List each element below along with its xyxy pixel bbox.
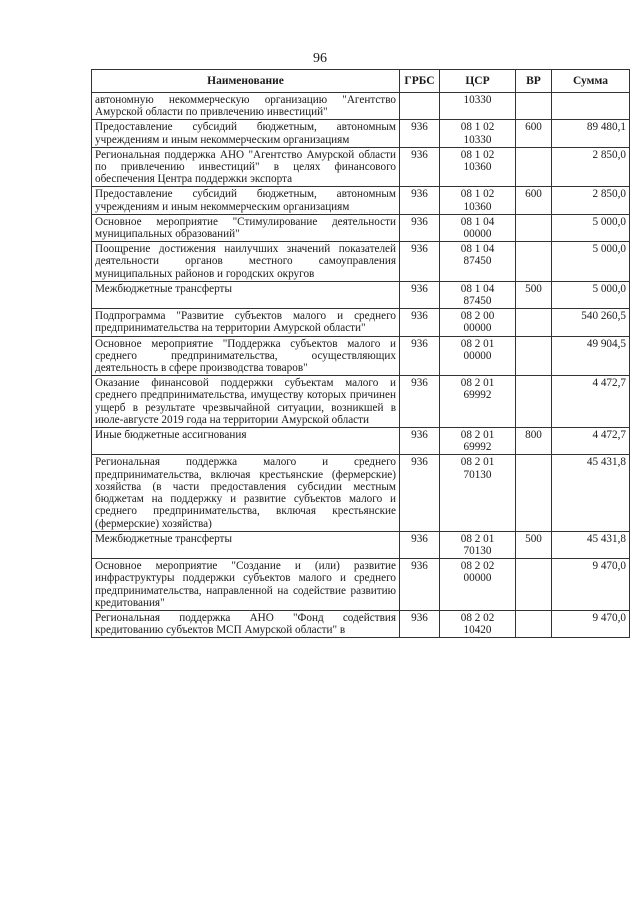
row-csr: [440, 214, 516, 241]
row-csr-line1: 08 1 04: [460, 215, 495, 228]
header-name: Наименование: [92, 70, 400, 93]
row-sum: 45 431,8: [552, 531, 630, 558]
row-grbs: 936: [400, 336, 440, 376]
row-name: Предоставление субсидий бюджетным, автономным учреждениям и иным некоммерческим организациям: [92, 120, 400, 147]
row-sum: 9 470,0: [552, 610, 630, 637]
row-vr: [516, 309, 552, 336]
row-csr-line1: 08 1 02: [460, 148, 495, 161]
row-vr: [516, 214, 552, 241]
row-vr: [516, 242, 552, 282]
row-grbs: [400, 93, 440, 120]
table-row: [92, 428, 630, 455]
row-csr-line1: 08 1 04: [460, 243, 495, 256]
table-row: [92, 214, 630, 241]
budget-table: [91, 69, 630, 638]
row-csr-line1: 08 1 02: [460, 188, 495, 201]
table-row: [92, 281, 630, 308]
row-vr: [516, 147, 552, 187]
row-csr: [440, 428, 516, 455]
row-grbs: 936: [400, 281, 440, 308]
row-csr-line1: 08 2 02: [460, 560, 495, 573]
row-csr: [440, 120, 516, 147]
row-csr: [440, 559, 516, 611]
row-csr: [440, 531, 516, 558]
row-grbs: 936: [400, 187, 440, 214]
row-vr: 600: [516, 187, 552, 214]
row-grbs: 936: [400, 214, 440, 241]
row-name: Оказание финансовой поддержки субъектам малого и среднего предпринимательства, имуществу которых причинен ущерб в результате чрезвычайной ситуации, возникшей в июле-августе 2019 года на территории Амурской области: [92, 376, 400, 428]
row-csr-line2: 10360: [463, 161, 492, 174]
table-row: [92, 531, 630, 558]
row-grbs: 936: [400, 309, 440, 336]
row-vr: 800: [516, 428, 552, 455]
table-row: [92, 559, 630, 611]
row-csr-line2: 69992: [463, 441, 492, 454]
row-vr: [516, 559, 552, 611]
row-name: Основное мероприятие "Создание и (или) развитие инфраструктуры поддержки субъектов малого и среднего предпринимательства, направленной на содействие развитию кредитования": [92, 559, 400, 611]
row-csr: [440, 187, 516, 214]
row-sum: 2 850,0: [552, 147, 630, 187]
row-vr: [516, 336, 552, 376]
row-sum: 540 260,5: [552, 309, 630, 336]
table-row: [92, 147, 630, 187]
row-sum: 5 000,0: [552, 214, 630, 241]
row-csr: [440, 93, 516, 120]
row-csr-line2: 10360: [463, 200, 492, 213]
row-grbs: 936: [400, 428, 440, 455]
row-csr-line2: 00000: [463, 349, 492, 362]
row-sum: 5 000,0: [552, 281, 630, 308]
row-csr-line2: 87450: [463, 295, 492, 308]
row-grbs: 936: [400, 610, 440, 637]
row-vr: [516, 455, 552, 531]
row-csr-line1: 10330: [463, 94, 492, 106]
row-csr-line2: 87450: [463, 255, 492, 268]
row-sum: 5 000,0: [552, 242, 630, 282]
row-name: Подпрограмма "Развитие субъектов малого и среднего предпринимательства на территории Амурской области": [92, 309, 400, 336]
row-vr: 500: [516, 281, 552, 308]
row-csr: [440, 242, 516, 282]
header-grbs: ГРБС: [400, 70, 440, 93]
page-number: 96: [313, 51, 327, 66]
row-csr-line2: 00000: [463, 228, 492, 241]
row-csr-line1: 08 2 01: [460, 377, 495, 390]
row-csr-line1: 08 1 02: [460, 121, 495, 134]
row-grbs: 936: [400, 147, 440, 187]
row-sum: 89 480,1: [552, 120, 630, 147]
table-row: [92, 120, 630, 147]
table-row: [92, 93, 630, 120]
table-row: [92, 455, 630, 531]
row-sum: 49 904,5: [552, 336, 630, 376]
row-vr: [516, 610, 552, 637]
row-name: Региональная поддержка малого и среднего предпринимательства, включая крестьянские (фермерские) хозяйства (в части предоставления субсидии местным бюджетам на поддержку и развитие субъектов малого и среднего предпринимательства, включая крестьянские (фермерские) хозяйства): [92, 455, 400, 531]
table-row: [92, 336, 630, 376]
header-csr: ЦСР: [440, 70, 516, 93]
row-csr: [440, 281, 516, 308]
row-sum: 4 472,7: [552, 376, 630, 428]
row-csr: [440, 376, 516, 428]
row-csr-line2: 00000: [463, 322, 492, 335]
header-vr: ВР: [516, 70, 552, 93]
row-grbs: 936: [400, 455, 440, 531]
row-vr: 600: [516, 120, 552, 147]
row-csr: [440, 610, 516, 637]
row-csr: [440, 147, 516, 187]
row-sum: 4 472,7: [552, 428, 630, 455]
header-row: [92, 70, 630, 93]
table-row: [92, 610, 630, 637]
table-header: [92, 70, 630, 93]
row-csr-line2: 70130: [463, 468, 492, 481]
row-vr: [516, 93, 552, 120]
row-name: Межбюджетные трансферты: [92, 281, 400, 308]
row-sum: 2 850,0: [552, 187, 630, 214]
row-csr-line1: 08 1 04: [460, 282, 495, 295]
row-grbs: 936: [400, 120, 440, 147]
row-vr: [516, 376, 552, 428]
row-csr-line2: 69992: [463, 389, 492, 402]
table-row: [92, 187, 630, 214]
row-name: Основное мероприятие "Поддержка субъектов малого и среднего предпринимательства, осуществляющих деятельность в сфере производства товаров": [92, 336, 400, 376]
row-sum: 9 470,0: [552, 559, 630, 611]
row-sum: 45 431,8: [552, 455, 630, 531]
table-body: [92, 93, 630, 638]
row-name: Региональная поддержка АНО "Агентство Амурской области по привлечению инвестиций" в целях финансового обеспечения Центра поддержки экспорта: [92, 147, 400, 187]
row-csr-line2: 10330: [463, 133, 492, 146]
row-grbs: 936: [400, 376, 440, 428]
row-csr: [440, 336, 516, 376]
row-vr: 500: [516, 531, 552, 558]
row-name: автономную некоммерческую организацию "Агентство Амурской области по привлечению инвестиций": [92, 93, 400, 120]
table-row: [92, 242, 630, 282]
row-csr-line1: 08 2 01: [460, 337, 495, 350]
row-grbs: 936: [400, 531, 440, 558]
row-sum: [552, 93, 630, 120]
row-name: Основное мероприятие "Стимулирование деятельности муниципальных образований": [92, 214, 400, 241]
table-row: [92, 376, 630, 428]
row-csr: [440, 455, 516, 531]
row-csr-line1: 08 2 00: [460, 310, 495, 323]
row-csr-line2: 00000: [463, 572, 492, 585]
row-grbs: 936: [400, 242, 440, 282]
row-csr: [440, 309, 516, 336]
header-sum: Сумма: [552, 70, 630, 93]
row-csr-line1: 08 2 01: [460, 532, 495, 545]
row-csr-line2: 70130: [463, 544, 492, 557]
row-grbs: 936: [400, 559, 440, 611]
row-name: Поощрение достижения наилучших значений показателей деятельности органов местного самоуправления муниципальных районов и городских округов: [92, 242, 400, 282]
row-name: Предоставление субсидий бюджетным, автономным учреждениям и иным некоммерческим организациям: [92, 187, 400, 214]
row-name: Иные бюджетные ассигнования: [92, 428, 400, 455]
row-csr-line2: 10420: [463, 624, 492, 637]
row-name: Региональная поддержка АНО "Фонд содействия кредитованию субъектов МСП Амурской области" в: [92, 610, 400, 637]
row-name: Межбюджетные трансферты: [92, 531, 400, 558]
row-csr-line1: 08 2 01: [460, 456, 495, 469]
table-row: [92, 309, 630, 336]
row-csr-line1: 08 2 02: [460, 611, 495, 624]
row-csr-line1: 08 2 01: [460, 429, 495, 442]
